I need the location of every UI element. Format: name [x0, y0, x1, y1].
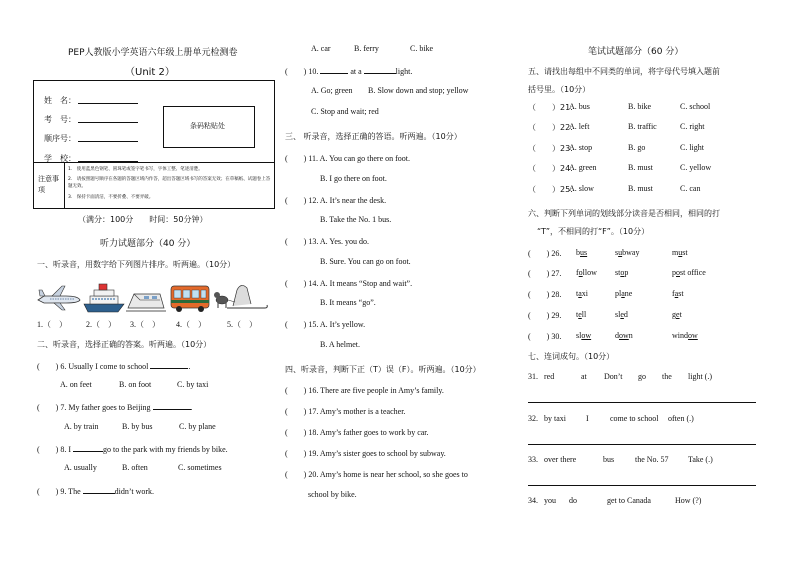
s7-word: do	[569, 496, 577, 505]
s5-option-c: C. right	[680, 122, 705, 131]
s6-word	[576, 310, 586, 319]
underlined-sound: ow	[688, 331, 698, 340]
word-part: bway	[622, 248, 640, 257]
s5-option-b: B. must	[628, 163, 653, 172]
answer-line[interactable]	[528, 402, 756, 403]
bus-icon	[168, 282, 212, 314]
s5-option-a: A. green	[569, 163, 597, 172]
s6-word	[576, 289, 588, 298]
word-part: s	[615, 248, 619, 257]
s6-word	[672, 310, 682, 319]
q10-option-b[interactable]: B. Slow down and stop; yellow	[368, 86, 469, 95]
s5-option-a: A. left	[569, 122, 590, 131]
q12-option-b[interactable]: B. Take the No. 1 bus.	[320, 215, 392, 224]
word-part: p	[672, 268, 676, 277]
q14-option-b[interactable]: B. It means “go”.	[320, 298, 376, 307]
q7-option-c[interactable]: C. by plane	[179, 422, 216, 431]
q9-option-a[interactable]: A. car	[311, 44, 331, 53]
s7-word: the No. 57	[635, 455, 669, 464]
s7-item	[528, 372, 712, 381]
q6-option-b[interactable]: B. on foot	[119, 380, 152, 389]
q8-stem: ( ) 8. I go to the park with my friends by bike.	[37, 445, 228, 454]
note-1: 1. 使用蓝黑色钢笔、圆珠笔或签字笔书写，字体工整、笔迹清楚。	[68, 167, 203, 172]
q9-option-c[interactable]: C. bike	[410, 44, 434, 53]
note-3: 3. 保持卡面清洁，不要折叠、不要弄破。	[68, 195, 154, 200]
s7-word: go	[638, 372, 646, 381]
word-part: f	[672, 289, 675, 298]
s5-answer-bracket[interactable]: （ ）21.	[528, 103, 573, 112]
word-part: llow	[582, 268, 597, 277]
s6-word	[615, 310, 628, 319]
notes-label: 注意事项	[38, 175, 59, 194]
underlined-sound: ow	[581, 331, 592, 340]
s6-title-line2: “T”，不相同的打“F”。（10分）	[537, 227, 650, 236]
s6-answer-bracket[interactable]: ( ) 28.	[528, 290, 562, 299]
q7-option-a[interactable]: A. by train	[64, 422, 99, 431]
word-part: t	[679, 310, 682, 319]
s6-answer-bracket[interactable]: ( ) 29.	[528, 311, 562, 320]
s6-row	[528, 331, 698, 342]
word-part: m	[672, 248, 679, 257]
word-part: ne	[624, 289, 633, 298]
s7-word: Take (.)	[688, 455, 713, 464]
s6-answer-bracket[interactable]: ( ) 27.	[528, 269, 562, 278]
word-part: sl	[576, 331, 582, 340]
underlined-sound: us	[580, 248, 588, 257]
word-part: t	[576, 310, 579, 319]
answer-line[interactable]	[528, 485, 756, 486]
word-part: d	[623, 310, 628, 319]
s7-title: 七、连词成句。（10分）	[528, 352, 615, 361]
s7-word: bus	[603, 455, 615, 464]
underlined-sound: ow	[619, 331, 629, 340]
s5-row	[528, 102, 711, 113]
word-part: n	[628, 331, 633, 340]
q19-statement[interactable]: ( ) 19. Amy’s sister goes to school by subway.	[285, 449, 446, 458]
s7-number: 32.	[528, 414, 538, 423]
picture-slot-3[interactable]: 3.（ ）	[130, 320, 160, 329]
s5-option-b: B. bike	[628, 102, 652, 111]
underlined-sound: a	[621, 289, 625, 298]
q10-stem: ( ) 10. at a light.	[285, 67, 413, 76]
score-time-line: （满分：100分 时间：50分钟）	[78, 215, 208, 224]
s7-word: Don’t	[604, 372, 623, 381]
s5-row	[528, 122, 705, 133]
s7-item	[528, 455, 713, 464]
s7-word: over there	[544, 455, 577, 464]
s6-row	[528, 268, 706, 279]
q15-option-b[interactable]: B. A helmet.	[320, 340, 360, 349]
s6-word	[615, 248, 639, 257]
q11-option-a[interactable]: ( ) 11. A. You can go there on foot.	[285, 154, 411, 163]
s7-word: the	[662, 372, 672, 381]
s7-word: red	[544, 372, 555, 381]
q9-stem: ( ) 9. The didn’t work.	[37, 487, 155, 496]
q12-option-a[interactable]: ( ) 12. A. It’s near the desk.	[285, 196, 387, 205]
s6-word	[672, 331, 698, 340]
underlined-sound: e	[578, 310, 582, 319]
s6-row	[528, 248, 688, 259]
q6-option-c[interactable]: C. by taxi	[177, 380, 209, 389]
q18-statement[interactable]: ( ) 18. Amy’s father goes to work by car.	[285, 428, 429, 437]
underlined-sound: o	[578, 268, 583, 277]
underlined-sound: o	[676, 268, 680, 277]
s5-option-b: B. traffic	[628, 122, 657, 131]
page-title: PEP人教版小学英语六年级上册单元检测卷	[68, 48, 238, 58]
q14-option-a[interactable]: ( ) 14. A. It means “Stop and wait”.	[285, 279, 413, 288]
s6-answer-bracket[interactable]: ( ) 26.	[528, 249, 562, 258]
s5-title-line2: 括号里。（10分）	[528, 85, 591, 94]
field-school-label: 学 校：	[44, 154, 76, 163]
note-2: 2. 请按照题号顺序在各题的答题区域内作答，超出答题区域书写的答案无效；在草稿纸、试题卷上答题无效。	[68, 177, 271, 189]
s6-word	[672, 248, 688, 257]
s5-answer-bracket[interactable]: （ ）23.	[528, 144, 573, 153]
s5-option-c: C. yellow	[680, 163, 712, 172]
s5-answer-bracket[interactable]: （ ）22.	[528, 123, 573, 132]
q20-statement[interactable]: ( ) 20. Amy’s home is near her school, so she goes to	[285, 470, 468, 479]
q8-option-b[interactable]: B. often	[122, 463, 148, 472]
q11-option-b[interactable]: B. I go there on foot.	[320, 174, 387, 183]
listening-section-title: 听力试题部分（40 分）	[100, 239, 196, 249]
q20-statement-cont: school by bike.	[308, 490, 357, 499]
s5-answer-bracket[interactable]: （ ）24.	[528, 164, 573, 173]
unit-label: （Unit 2）	[125, 67, 175, 78]
word-part: ll	[581, 310, 587, 319]
underlined-sound: a	[578, 289, 582, 298]
underlined-sound: e	[620, 310, 624, 319]
q6-option-a[interactable]: A. on feet	[60, 380, 92, 389]
q13-option-a[interactable]: ( ) 13. A. Yes. you do.	[285, 237, 370, 246]
underlined-sound: u	[678, 248, 683, 257]
word-part: sl	[615, 310, 621, 319]
q9-option-b[interactable]: B. ferry	[354, 44, 379, 53]
s7-word: get to Canada	[607, 496, 651, 505]
s6-row	[528, 310, 682, 321]
q15-option-a[interactable]: ( ) 15. A. It’s yellow.	[285, 320, 366, 329]
s5-option-a: A. stop	[569, 143, 593, 152]
word-part: st office	[680, 268, 706, 277]
underlined-sound: a	[674, 289, 679, 298]
s5-option-c: C. light	[680, 143, 705, 152]
q6-stem: ( ) 6. Usually I come to school .	[37, 362, 191, 371]
s5-option-c: C. school	[680, 102, 711, 111]
field-name-label: 姓 名：	[44, 96, 76, 105]
s5-option-a: A. slow	[569, 184, 594, 193]
picture-slot-1[interactable]: 1.（ ）	[37, 320, 67, 329]
word-part: wind	[672, 331, 688, 340]
s6-word	[672, 289, 684, 298]
s6-row	[528, 289, 684, 300]
underlined-sound: o	[620, 268, 625, 277]
word-part: st	[678, 289, 684, 298]
q8-option-c[interactable]: C. sometimes	[178, 463, 222, 472]
picture-slot-2[interactable]: 2.（ ）	[86, 320, 116, 329]
s7-item	[528, 496, 702, 505]
s7-word: How (?)	[675, 496, 702, 505]
s6-word	[615, 289, 632, 298]
q17-statement[interactable]: ( ) 17. Amy’s mother is a teacher.	[285, 407, 406, 416]
s7-word: at	[581, 372, 587, 381]
sled-icon	[213, 278, 269, 314]
barcode-label: 条码粘贴处	[190, 122, 225, 130]
s5-option-b: B. go	[628, 143, 646, 152]
s5-title-line1: 五、请找出每组中不同类的单词，将字母代号填入题前	[528, 67, 720, 76]
s6-word	[672, 268, 706, 277]
underlined-sound: e	[676, 310, 680, 319]
s7-word: often (.)	[668, 414, 694, 423]
word-part: pl	[615, 289, 622, 298]
answer-line[interactable]	[528, 444, 756, 445]
s7-word: by taxi	[544, 414, 566, 423]
s7-word: come to school	[610, 414, 659, 423]
s4-title: 四、听录音，判断下正（T）误（F）。听两遍。（10分）	[285, 365, 481, 374]
s7-number: 34.	[528, 496, 538, 505]
q10-option-a[interactable]: A. Go; green	[311, 86, 353, 95]
q7-stem: ( ) 7. My father goes to Beijing .	[37, 403, 193, 412]
q13-option-b[interactable]: B. Sure. You can go on foot.	[320, 257, 411, 266]
word-part: d	[615, 331, 619, 340]
q8-option-a[interactable]: A. usually	[64, 463, 97, 472]
q7-option-b[interactable]: B. by bus	[122, 422, 153, 431]
train-icon	[126, 286, 166, 314]
written-section-title: 笔试试题部分（60 分）	[588, 47, 684, 57]
word-part: f	[576, 268, 579, 277]
word-part: b	[576, 248, 580, 257]
s6-word	[615, 331, 633, 340]
word-part: xi	[581, 289, 589, 298]
word-part: st	[615, 268, 621, 277]
s7-word: I	[586, 414, 589, 423]
q16-statement[interactable]: ( ) 16. There are five people in Amy’s family.	[285, 386, 444, 395]
s6-word	[576, 268, 597, 277]
airplane-icon	[36, 284, 82, 312]
s7-number: 31.	[528, 372, 538, 381]
word-part: g	[672, 310, 676, 319]
s5-option-a: A. bus	[569, 102, 590, 111]
s3-title: 三、 听录音，选择正确的答语。听两遍。（10分）	[285, 132, 462, 141]
underlined-sound: u	[618, 248, 623, 257]
word-part: st	[682, 248, 688, 257]
s5-option-b: B. must	[628, 184, 653, 193]
s5-row	[528, 184, 701, 195]
s7-word: you	[544, 496, 556, 505]
word-part: p	[624, 268, 629, 277]
s5-answer-bracket[interactable]: （ ）25.	[528, 185, 573, 194]
s6-word	[576, 331, 591, 340]
s1-title: 一、听录音，用数字给下列图片排序。听两遍。（10分）	[37, 260, 236, 269]
s7-item	[528, 414, 694, 423]
field-exam-no-label: 考 号：	[44, 115, 76, 124]
picture-slot-4[interactable]: 4.（ ）	[176, 320, 206, 329]
s6-title-line1: 六、判断下列单词的划线部分读音是否相同，相同的打	[528, 209, 720, 218]
s7-word: light (.)	[688, 372, 712, 381]
s5-option-c: C. can	[680, 184, 701, 193]
s6-answer-bracket[interactable]: ( ) 30.	[528, 332, 562, 341]
q10-option-c[interactable]: C. Stop and wait; red	[311, 107, 379, 116]
s5-row	[528, 143, 705, 154]
s7-number: 33.	[528, 455, 538, 464]
s6-word	[576, 248, 587, 257]
s5-row	[528, 163, 712, 174]
s2-title: 二、听录音，选择正确的答案。听两遍。（10分）	[37, 340, 212, 349]
s6-word	[615, 268, 628, 277]
picture-slot-5[interactable]: 5.（ ）	[227, 320, 257, 329]
ship-icon	[82, 280, 126, 314]
word-part: t	[576, 289, 579, 298]
field-seq-no-label: 顺序号：	[44, 134, 76, 143]
